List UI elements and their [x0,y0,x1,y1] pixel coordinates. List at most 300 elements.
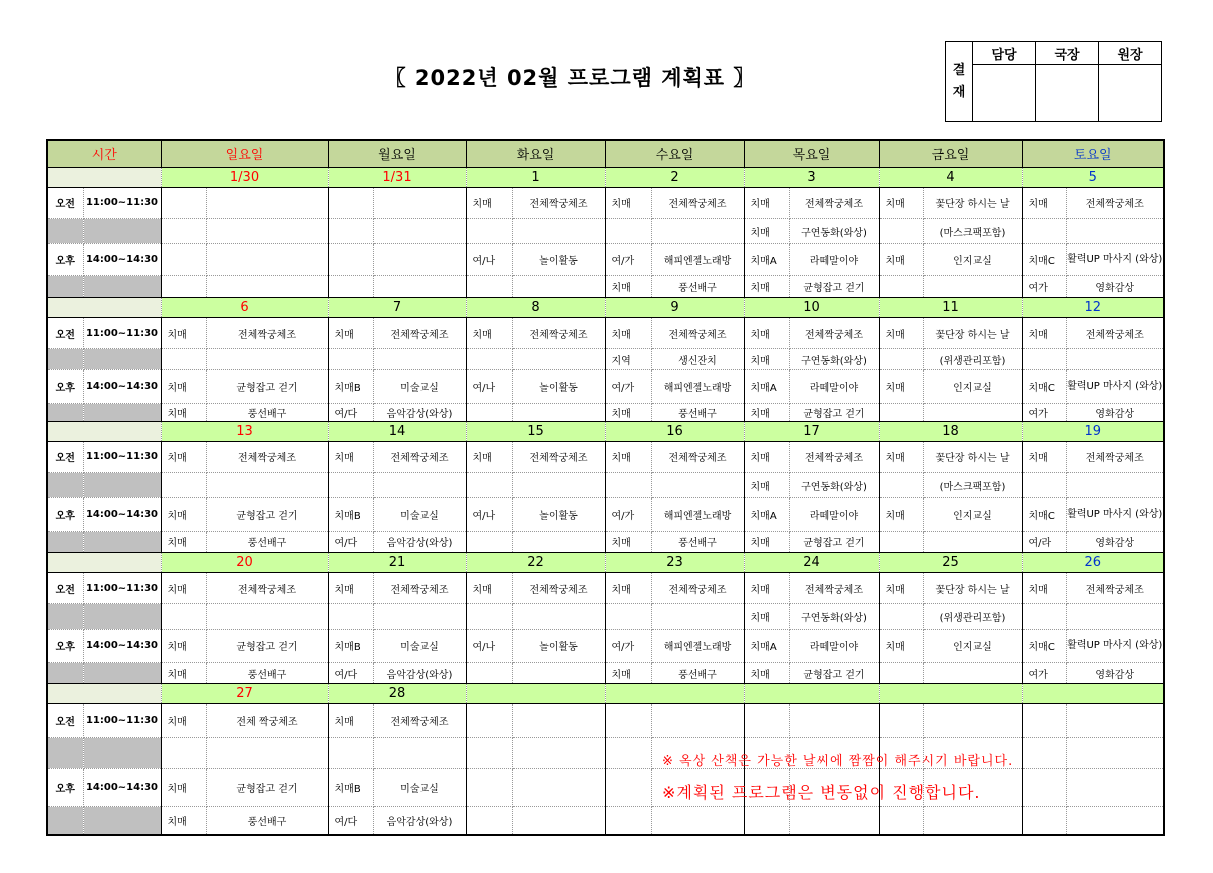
date-cell: 5 [1022,167,1164,187]
program-name [512,219,605,244]
approval-sign-director[interactable] [1036,65,1099,122]
program-name [651,604,744,629]
date-cell: 4 [879,167,1022,187]
program-group [879,349,923,370]
program-group [1022,704,1066,738]
program-group: 여가 [1022,275,1066,297]
program-name: 해피엔젤노래방 [651,244,744,275]
program-name: 전체짝궁체조 [1066,187,1164,218]
session-label [47,604,83,629]
program-group: 여가 [1022,663,1066,684]
program-group: 여/나 [466,244,512,275]
header-monday: 월요일 [328,140,466,167]
session-label: 오후 [47,629,83,663]
program-group [328,275,373,297]
program-name [923,531,1022,552]
program-name: 해피엔젤노래방 [651,629,744,663]
program-group: 여/가 [605,370,651,404]
program-name: (마스크팩포함) [923,473,1022,498]
program-group [466,737,512,768]
program-group: 여/나 [466,498,512,532]
program-group: 치매 [161,572,206,603]
program-name [1066,219,1164,244]
program-row [47,531,1164,552]
program-name [206,604,328,629]
program-row [47,473,1164,498]
program-name [1066,737,1164,768]
program-name: 놀이활동 [512,244,605,275]
session-label [47,806,83,835]
program-group: 치매 [328,317,373,348]
approval-label [946,42,973,122]
program-name [512,531,605,552]
program-name: 미술교실 [373,629,466,663]
program-name [1066,473,1164,498]
program-group: 치매 [1022,187,1066,218]
session-time: 11:00~11:30 [83,572,161,603]
date-cell: 27 [161,684,328,704]
program-name: 전체짝궁체조 [206,441,328,472]
program-name: 균형잡고 걷기 [789,403,879,421]
program-name: 전체짝궁체조 [1066,572,1164,603]
program-name: 전체짝궁체조 [373,572,466,603]
program-group: 치매 [744,349,789,370]
program-name: 구연동화(와상) [789,604,879,629]
program-group: 치매 [161,441,206,472]
program-name [206,187,328,218]
program-row [47,629,1164,663]
session-time [83,663,161,684]
program-row [47,349,1164,370]
program-group: 치매 [161,498,206,532]
date-cell: 25 [879,552,1022,572]
date-row [47,297,1164,317]
program-group: 치매C [1022,370,1066,404]
program-group [161,219,206,244]
program-name [512,275,605,297]
program-name: 꽃단장 하시는 날 [923,441,1022,472]
program-group [161,737,206,768]
program-group: 치매 [466,572,512,603]
program-group: 치매 [879,187,923,218]
program-name: 영화감상 [1066,531,1164,552]
program-group [328,244,373,275]
program-row [47,187,1164,218]
date-cell [744,684,879,704]
program-name [651,219,744,244]
session-label: 오후 [47,769,83,807]
program-group [161,244,206,275]
program-group [879,531,923,552]
program-group [328,349,373,370]
program-name [923,403,1022,421]
program-group [161,473,206,498]
program-group: 치매 [744,403,789,421]
program-group: 치매C [1022,629,1066,663]
program-group: 치매 [466,317,512,348]
program-name: 미술교실 [373,769,466,807]
program-name [1066,604,1164,629]
program-name: (마스크팩포함) [923,219,1022,244]
session-label [47,275,83,297]
approval-label-bottom: 재 [952,84,966,100]
program-name [1066,769,1164,807]
program-name: 풍선배구 [206,531,328,552]
program-name [373,187,466,218]
program-group: 치매 [161,663,206,684]
program-name: 라떼말이야 [789,244,879,275]
program-name: 인지교실 [923,498,1022,532]
program-group: 치매 [879,441,923,472]
date-cell: 23 [605,552,744,572]
session-label [47,473,83,498]
program-name: 음악감상(와상) [373,663,466,684]
program-group: 치매 [328,441,373,472]
session-time: 14:00~14:30 [83,244,161,275]
program-group: 치매 [605,275,651,297]
program-name: 전체짝궁체조 [373,441,466,472]
program-name: 균형잡고 걷기 [206,498,328,532]
session-label: 오전 [47,572,83,603]
program-group: 치매B [328,769,373,807]
program-name: 풍선배구 [651,663,744,684]
program-group [161,604,206,629]
program-group [1022,219,1066,244]
approval-sign-manager[interactable] [973,65,1036,122]
program-name: 풍선배구 [651,275,744,297]
program-group [466,769,512,807]
program-name: 영화감상 [1066,275,1164,297]
program-name [512,349,605,370]
program-name [512,663,605,684]
program-name [512,604,605,629]
header-thursday: 목요일 [744,140,879,167]
program-name: 라떼말이야 [789,629,879,663]
program-group [605,704,651,738]
program-name: 전체짝궁체조 [789,317,879,348]
program-name: 활력UP 마사지 (와상) [1066,498,1164,532]
program-name: 놀이활동 [512,370,605,404]
program-group: 치매A [744,498,789,532]
program-name: 전체짝궁체조 [373,317,466,348]
program-group [1022,349,1066,370]
program-name: 활력UP 마사지 (와상) [1066,629,1164,663]
program-name: 활력UP 마사지 (와상) [1066,244,1164,275]
program-row [47,370,1164,404]
program-group: 여/라 [1022,531,1066,552]
date-cell: 22 [466,552,605,572]
date-row [47,684,1164,704]
program-group: 치매 [605,572,651,603]
approval-col-director: 국장 [1036,42,1099,65]
program-name: 전체짝궁체조 [512,317,605,348]
program-name: 전체짝궁체조 [206,572,328,603]
program-name [512,769,605,807]
approval-sign-head[interactable] [1099,65,1162,122]
program-name: 음악감상(와상) [373,403,466,421]
program-group: 여/다 [328,403,373,421]
program-name [651,704,744,738]
program-name [373,737,466,768]
approval-box [945,41,1162,122]
program-group [605,219,651,244]
program-group: 여/가 [605,498,651,532]
date-cell: 17 [744,421,879,441]
program-row [47,806,1164,835]
program-name: 풍선배구 [651,531,744,552]
program-group: 치매 [744,187,789,218]
program-group: 치매C [1022,244,1066,275]
date-row-label [47,684,161,704]
program-name [512,737,605,768]
program-name [373,349,466,370]
program-group [605,806,651,835]
program-group: 치매A [744,244,789,275]
program-name: 꽃단장 하시는 날 [923,187,1022,218]
program-group: 치매B [328,498,373,532]
program-group: 치매 [744,219,789,244]
program-name [512,403,605,421]
program-group [328,737,373,768]
program-group: 치매 [744,663,789,684]
program-name: 영화감상 [1066,663,1164,684]
program-group: 치매 [161,403,206,421]
date-cell: 28 [328,684,466,704]
program-group [161,275,206,297]
program-group [1022,604,1066,629]
program-name: 풍선배구 [651,403,744,421]
program-row [47,403,1164,421]
session-time [83,806,161,835]
program-group: 여가 [1022,403,1066,421]
program-group: 치매B [328,629,373,663]
program-name [923,704,1022,738]
program-group: 치매 [744,604,789,629]
program-group [466,403,512,421]
program-group: 치매 [161,769,206,807]
program-name: 구연동화(와상) [789,219,879,244]
program-group: 치매 [605,663,651,684]
date-row [47,421,1164,441]
program-group [466,704,512,738]
date-cell: 8 [466,297,605,317]
program-group: 여/가 [605,244,651,275]
session-label [47,349,83,370]
date-cell: 21 [328,552,466,572]
approval-col-manager: 담당 [973,42,1036,65]
program-group [161,349,206,370]
program-name: 전체짝궁체조 [789,441,879,472]
program-row [47,275,1164,297]
program-name [206,275,328,297]
program-name: 구연동화(와상) [789,473,879,498]
program-name: 라떼말이야 [789,370,879,404]
program-name [789,806,879,835]
program-name [923,806,1022,835]
program-group [605,737,651,768]
program-group: 치매 [1022,572,1066,603]
program-name: 전체짝궁체조 [651,441,744,472]
program-name: 균형잡고 걷기 [206,769,328,807]
program-group: 지역 [605,349,651,370]
program-group: 치매 [466,441,512,472]
session-time: 11:00~11:30 [83,187,161,218]
program-name [373,604,466,629]
session-time [83,219,161,244]
date-cell: 1 [466,167,605,187]
program-row [47,704,1164,738]
program-group: 치매 [879,572,923,603]
program-name: 음악감상(와상) [373,531,466,552]
session-time: 14:00~14:30 [83,629,161,663]
date-cell: 16 [605,421,744,441]
program-name: 균형잡고 걷기 [789,275,879,297]
program-name: 꽃단장 하시는 날 [923,572,1022,603]
session-time: 14:00~14:30 [83,498,161,532]
header-row [47,140,1164,167]
program-name: 전체 짝궁체조 [206,704,328,738]
program-group: 치매 [744,275,789,297]
program-group: 치매 [605,403,651,421]
program-name: 전체짝궁체조 [206,317,328,348]
program-row [47,572,1164,603]
session-label: 오전 [47,704,83,738]
session-time [83,275,161,297]
program-group [879,403,923,421]
program-name [206,349,328,370]
session-time: 11:00~11:30 [83,441,161,472]
program-name: 음악감상(와상) [373,806,466,835]
program-group [466,531,512,552]
date-cell: 14 [328,421,466,441]
program-group [744,806,789,835]
program-name [651,806,744,835]
date-cell: 2 [605,167,744,187]
program-group [1022,806,1066,835]
program-group: 치매 [879,317,923,348]
program-group: 치매 [328,572,373,603]
program-name: 미술교실 [373,370,466,404]
program-group: 치매A [744,629,789,663]
program-group [1022,737,1066,768]
session-time [83,403,161,421]
program-row [47,441,1164,472]
program-name: 인지교실 [923,244,1022,275]
session-time: 14:00~14:30 [83,370,161,404]
program-name: 인지교실 [923,629,1022,663]
program-group: 치매 [605,531,651,552]
program-name [373,219,466,244]
program-name: 꽃단장 하시는 날 [923,317,1022,348]
program-name: 균형잡고 걷기 [789,663,879,684]
program-group: 치매B [328,370,373,404]
date-row [47,167,1164,187]
date-cell: 18 [879,421,1022,441]
program-group [466,604,512,629]
program-group: 여/다 [328,663,373,684]
program-group: 치매 [161,629,206,663]
session-time: 11:00~11:30 [83,704,161,738]
program-group: 여/다 [328,806,373,835]
program-group: 여/나 [466,629,512,663]
program-group [879,806,923,835]
program-row [47,317,1164,348]
header-tuesday: 화요일 [466,140,605,167]
program-group: 치매A [744,370,789,404]
program-name: 전체짝궁체조 [512,572,605,603]
session-label [47,663,83,684]
program-name: 풍선배구 [206,806,328,835]
program-group [466,473,512,498]
session-time [83,531,161,552]
program-name: (위생관리포함) [923,349,1022,370]
program-group: 치매 [744,473,789,498]
date-row [47,552,1164,572]
program-group: 치매 [1022,317,1066,348]
program-name: 전체짝궁체조 [651,187,744,218]
program-name: 전체짝궁체조 [512,441,605,472]
date-cell: 3 [744,167,879,187]
program-name [651,473,744,498]
date-cell: 19 [1022,421,1164,441]
program-name: 전체짝궁체조 [373,704,466,738]
session-time [83,349,161,370]
program-group: 치매 [605,187,651,218]
date-cell: 15 [466,421,605,441]
program-row [47,604,1164,629]
session-label [47,737,83,768]
session-time [83,473,161,498]
program-name: 해피엔젤노래방 [651,498,744,532]
program-group: 치매 [744,531,789,552]
session-time [83,737,161,768]
session-label [47,531,83,552]
program-name [206,737,328,768]
program-name [1066,349,1164,370]
program-group [466,663,512,684]
program-name: 라떼말이야 [789,498,879,532]
program-group: 치매 [744,317,789,348]
program-name: 전체짝궁체조 [512,187,605,218]
program-name: (위생관리포함) [923,604,1022,629]
program-group [466,349,512,370]
date-cell: 10 [744,297,879,317]
date-cell: 1/31 [328,167,466,187]
date-cell: 6 [161,297,328,317]
approval-label-top: 결 [952,62,966,78]
program-name: 전체짝궁체조 [1066,441,1164,472]
note-program-unchanged: ※계획된 프로그램은 변동없이 진행합니다. [662,783,981,802]
session-time: 14:00~14:30 [83,769,161,807]
program-group: 치매 [744,572,789,603]
date-cell: 13 [161,421,328,441]
program-name: 균형잡고 걷기 [206,370,328,404]
program-name [512,806,605,835]
program-group [161,187,206,218]
program-row [47,498,1164,532]
date-cell: 11 [879,297,1022,317]
program-group: 여/나 [466,370,512,404]
program-group [1022,769,1066,807]
program-name: 생신잔치 [651,349,744,370]
program-group: 치매 [161,317,206,348]
program-name: 영화감상 [1066,403,1164,421]
program-row [47,769,1164,807]
program-group: 치매 [466,187,512,218]
date-cell [466,684,605,704]
program-group: 치매 [161,531,206,552]
program-group [605,473,651,498]
